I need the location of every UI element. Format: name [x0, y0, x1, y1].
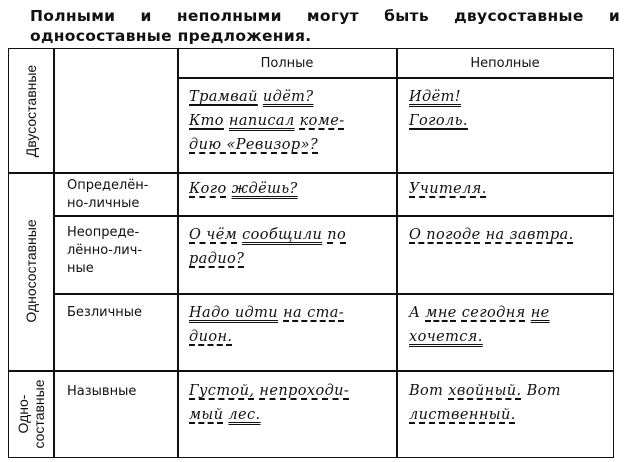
sentence-part-adv: дион.	[189, 329, 233, 345]
example-two-part-partial	[409, 85, 609, 133]
sentence-part-pred: идёт?	[262, 89, 314, 105]
sentence-part-obj: Учителя.	[409, 181, 487, 197]
type-definite: Определён- но-личные	[67, 178, 149, 211]
header-partial: Неполные	[470, 56, 540, 71]
sentence-part-obj: хвойный.	[448, 383, 522, 399]
group-two-part: Двусоставные	[23, 64, 39, 158]
sentence-part-subj: Гоголь.	[409, 113, 468, 129]
sentence-part-adv: сегодня	[461, 305, 526, 321]
sentence-part-pred: Идёт!	[409, 89, 461, 105]
example-definite-partial	[409, 177, 609, 201]
sentence-part-subj: Трамвай	[189, 89, 258, 105]
row-divider	[177, 77, 613, 79]
sentence-part-obj: дию «Ревизор»?	[189, 137, 319, 153]
row-divider	[9, 172, 613, 174]
sentence-part-pred: не	[530, 305, 550, 321]
col-divider	[53, 49, 55, 457]
sentence-part-adv: по	[327, 227, 347, 243]
col-divider	[396, 49, 398, 457]
row-divider	[53, 215, 613, 217]
header-full: Полные	[260, 56, 314, 71]
type-indefinite: Неопреде- лённо-лич- ные	[67, 225, 143, 276]
sentence-part-pred: сообщили	[242, 227, 323, 243]
sentence-part-obj: О погоде	[409, 227, 481, 243]
example-definite-full	[189, 177, 389, 201]
example-indefinite-full	[189, 223, 389, 271]
intro-text: Полными и неполными могут быть двусоставные и односоставные предложения.	[30, 7, 620, 45]
sentence-part-pred: хочется.	[409, 329, 483, 345]
example-nominative-full	[189, 379, 389, 427]
type-nominative: Назывные	[67, 384, 137, 399]
example-two-part-full	[189, 85, 389, 157]
type-impersonal: Безличные	[67, 305, 143, 320]
sentence-types-table	[8, 48, 614, 458]
sentence-part-adv: на завтра.	[485, 227, 574, 243]
sentence-part-obj: мый	[189, 407, 224, 423]
sentence-part-obj: мне	[425, 305, 457, 321]
row-divider	[53, 293, 613, 295]
sentence-part-adv: радио?	[189, 251, 245, 267]
sentence-part-obj: лиственный.	[409, 407, 516, 423]
example-nominative-partial: Вот хвойный. Вот лиственный.	[409, 383, 561, 423]
sentence-part-pred: лес.	[228, 407, 261, 423]
sentence-part-obj: Густой,	[189, 383, 255, 399]
example-indefinite-partial	[409, 223, 609, 247]
col-divider	[177, 49, 179, 457]
sentence-part-adv: на ста-	[283, 305, 345, 321]
row-divider	[9, 370, 613, 372]
group-one-part-nominative: Одно- составные	[15, 379, 47, 449]
sentence-part-obj: Кого	[189, 181, 227, 197]
sentence-part-subj: Кто	[189, 113, 224, 129]
group-one-part: Односоставные	[23, 219, 39, 323]
sentence-part-obj: непроходи-	[259, 383, 350, 399]
sentence-part-pred: ждёшь?	[231, 181, 298, 197]
sentence-part-pred: Надо идти	[189, 305, 279, 321]
example-impersonal-partial: А мне сегодня не хочется.	[409, 305, 550, 345]
sentence-part-obj: О чём	[189, 227, 238, 243]
sentence-part-pred: написал	[228, 113, 295, 129]
sentence-part-obj: коме-	[299, 113, 345, 129]
example-impersonal-full	[189, 301, 389, 349]
